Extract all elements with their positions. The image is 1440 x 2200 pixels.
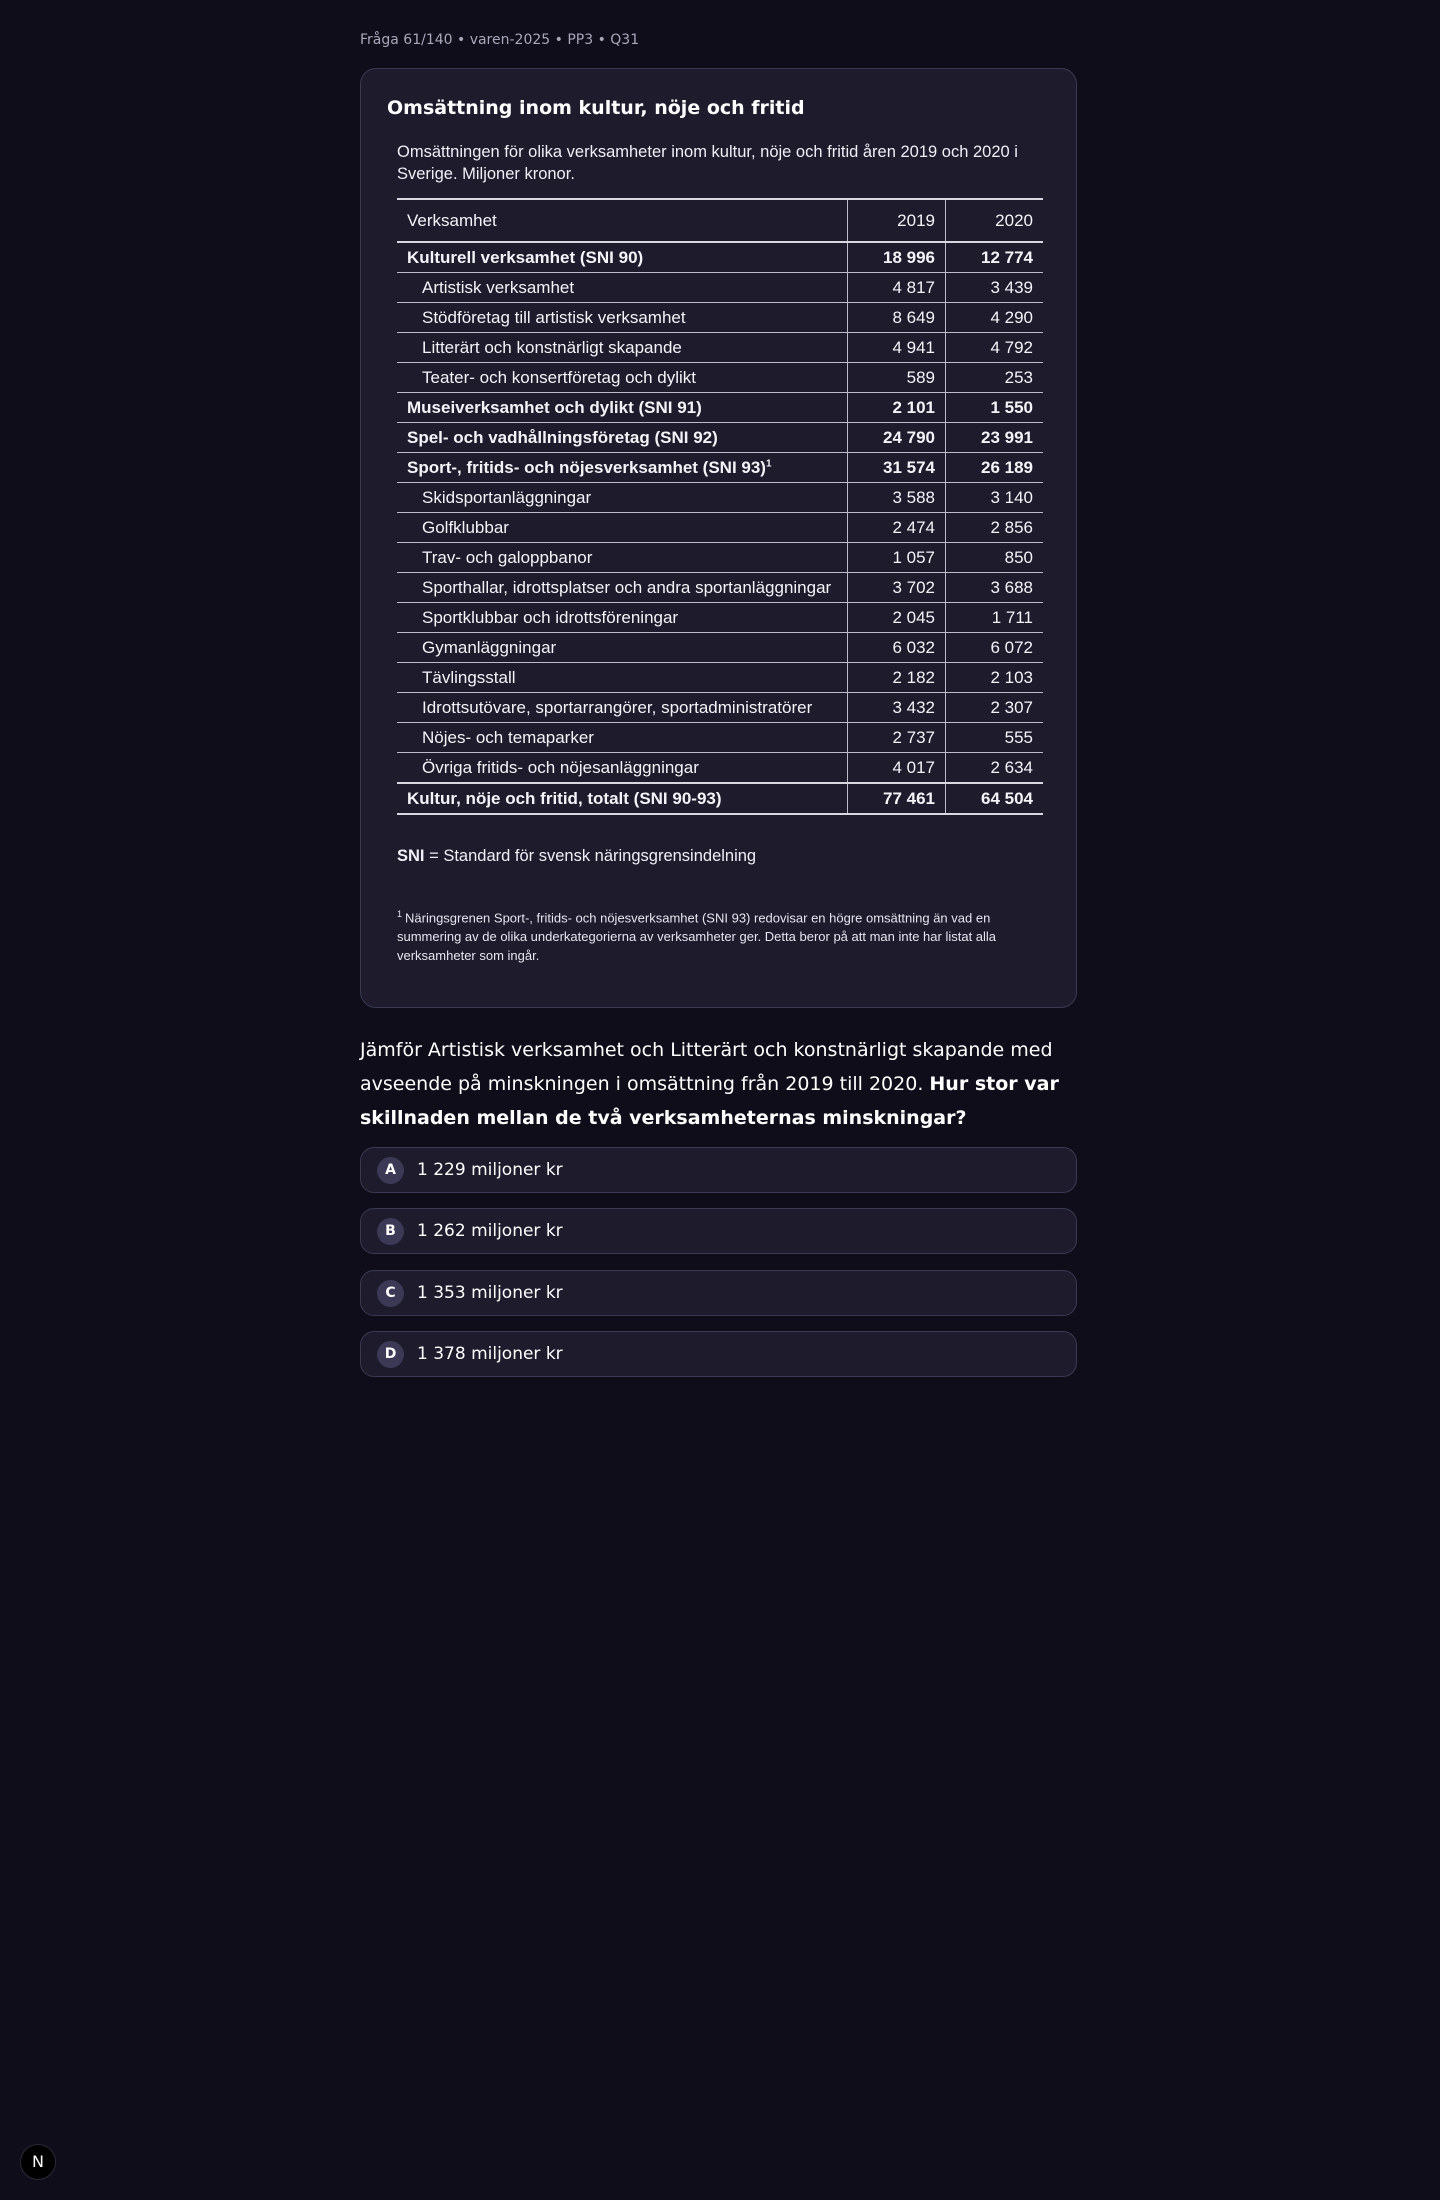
cell-2020: 2 634 [946,753,1044,784]
row-label [397,273,848,303]
row-label [397,573,848,603]
row-label-text: Idrottsutövare, sportarrangörer, sportadministratörer [422,697,813,717]
figure-card [360,68,1077,1008]
cell-2019: 4 817 [848,273,946,303]
table-row [397,693,1043,723]
row-label-text: Trav- och galoppbanor [422,547,593,567]
cell-2019: 2 737 [848,723,946,753]
table-row [397,513,1043,543]
row-label-text: Stödföretag till artistisk verksamhet [422,307,686,327]
row-label [397,363,848,393]
option-label: 1 353 miljoner kr [417,1283,563,1303]
row-label [397,423,848,453]
option-letter-badge: A [377,1157,404,1184]
question-body: Jämför Artistisk verksamhet och Litterärt och konstnärligt skapande med avseende på minskningen i omsättning från 2019 till 2020. [360,1039,1053,1095]
option-d[interactable] [360,1331,1077,1377]
row-label-text: Spel- och vadhållningsföretag (SNI 92) [407,427,718,447]
cell-2019: 2 045 [848,603,946,633]
cell-2020: 2 103 [946,663,1044,693]
table-row [397,273,1043,303]
option-label: 1 262 miljoner kr [417,1221,563,1241]
table-row [397,723,1043,753]
cell-2019: 589 [848,363,946,393]
row-label-text: Sporthallar, idrottsplatser och andra sportanläggningar [422,577,832,597]
table-row [397,633,1043,663]
table-row [397,753,1043,784]
cell-2020: 1 711 [946,603,1044,633]
option-letter-badge: C [377,1280,404,1307]
row-label-text: Skidsportanläggningar [422,487,592,507]
column-header-2019: 2019 [848,199,946,242]
cell-2020: 850 [946,543,1044,573]
cell-2019: 2 182 [848,663,946,693]
cell-2019: 77 461 [848,783,946,814]
cell-2020: 2 856 [946,513,1044,543]
cell-2020: 64 504 [946,783,1044,814]
cell-2019: 2 101 [848,393,946,423]
next-logo-icon[interactable]: N [20,2144,56,2180]
cell-2019: 18 996 [848,242,946,273]
table-header-row [397,199,1043,242]
table-row [397,333,1043,363]
question-emphasis: Hur stor var skillnaden mellan de två verksamheternas minskningar? [360,1073,1059,1129]
cell-2020: 3 140 [946,483,1044,513]
row-label-text: Övriga fritids- och nöjesanläggningar [422,757,699,777]
option-a[interactable] [360,1147,1077,1193]
footnote-text: Näringsgrenen Sport-, fritids- och nöjesverksamhet (SNI 93) redovisar en högre omsättning än vad en summering av de olika underkategorierna av verksamheter ger. Detta beror på att man inte har listat alla verksamheter som ingår. [397,910,997,964]
row-label [397,753,848,784]
row-label-text: Golfklubbar [422,517,509,537]
sni-definition [397,847,756,866]
table-row [397,453,1043,483]
table-row [397,783,1043,814]
footnote-mark: 1 [397,909,403,919]
row-label [397,693,848,723]
cell-2019: 8 649 [848,303,946,333]
column-header-verksamhet: Verksamhet [397,199,848,242]
cell-2020: 4 290 [946,303,1044,333]
column-header-2020: 2020 [946,199,1044,242]
row-label [397,513,848,543]
question-text [360,1033,1070,1135]
cell-2020: 1 550 [946,393,1044,423]
cell-2019: 3 702 [848,573,946,603]
row-label-text: Teater- och konsertföretag och dylikt [422,367,697,387]
row-label [397,303,848,333]
row-label-text: Sport-, fritids- och nöjesverksamhet (SNI 93) [407,457,766,477]
row-label-text: Museiverksamhet och dylikt (SNI 91) [407,397,702,417]
row-label [397,783,848,814]
cell-2020: 23 991 [946,423,1044,453]
table-row [397,663,1043,693]
cell-2019: 3 588 [848,483,946,513]
cell-2019: 1 057 [848,543,946,573]
table-row [397,393,1043,423]
row-label [397,663,848,693]
cell-2020: 4 792 [946,333,1044,363]
row-label-text: Nöjes- och temaparker [422,727,594,747]
option-letter-badge: D [377,1341,404,1368]
cell-2020: 26 189 [946,453,1044,483]
cell-2020: 12 774 [946,242,1044,273]
row-label [397,633,848,663]
table-row [397,242,1043,273]
table-body [397,242,1043,814]
cell-2020: 3 688 [946,573,1044,603]
row-label [397,333,848,363]
sni-definition-text: = Standard för svensk näringsgrensindelning [429,847,757,865]
row-label-text: Litterärt och konstnärligt skapande [422,337,682,357]
option-b[interactable] [360,1208,1077,1254]
row-label [397,723,848,753]
footnote-ref: 1 [765,457,772,469]
breadcrumb: Fråga 61/140 • varen-2025 • PP3 • Q31 [360,32,640,48]
table-row [397,363,1043,393]
cell-2020: 555 [946,723,1044,753]
row-label-text: Kultur, nöje och fritid, totalt (SNI 90-93) [407,788,722,808]
row-label [397,242,848,273]
row-label [397,393,848,423]
option-label: 1 378 miljoner kr [417,1344,563,1364]
row-label-text: Sportklubbar och idrottsföreningar [422,607,679,627]
cell-2019: 4 941 [848,333,946,363]
cell-2020: 3 439 [946,273,1044,303]
table-row [397,543,1043,573]
sni-abbreviation: SNI [397,847,425,865]
cell-2020: 2 307 [946,693,1044,723]
row-label [397,543,848,573]
cell-2019: 4 017 [848,753,946,784]
footnote [397,905,1049,965]
row-label-text: Artistisk verksamhet [422,277,575,297]
row-label-text: Gymanläggningar [422,637,557,657]
row-label [397,453,848,483]
option-label: 1 229 miljoner kr [417,1160,563,1180]
option-c[interactable] [360,1270,1077,1316]
table-row [397,423,1043,453]
cell-2019: 2 474 [848,513,946,543]
figure-caption: Omsättningen för olika verksamheter inom kultur, nöje och fritid åren 2019 och 2020 i Sverige. Miljoner kronor. [397,143,1018,183]
table-row [397,483,1043,513]
table-row [397,603,1043,633]
cell-2020: 6 072 [946,633,1044,663]
row-label-text: Kulturell verksamhet (SNI 90) [407,247,644,267]
row-label [397,483,848,513]
option-letter-badge: B [377,1218,404,1245]
cell-2019: 6 032 [848,633,946,663]
data-table [397,198,1043,815]
cell-2019: 24 790 [848,423,946,453]
cell-2019: 3 432 [848,693,946,723]
figure-title: Omsättning inom kultur, nöje och fritid [387,97,805,119]
row-label-text: Tävlingsstall [422,667,516,687]
cell-2019: 31 574 [848,453,946,483]
row-label [397,603,848,633]
table-row [397,303,1043,333]
cell-2020: 253 [946,363,1044,393]
table-row [397,573,1043,603]
